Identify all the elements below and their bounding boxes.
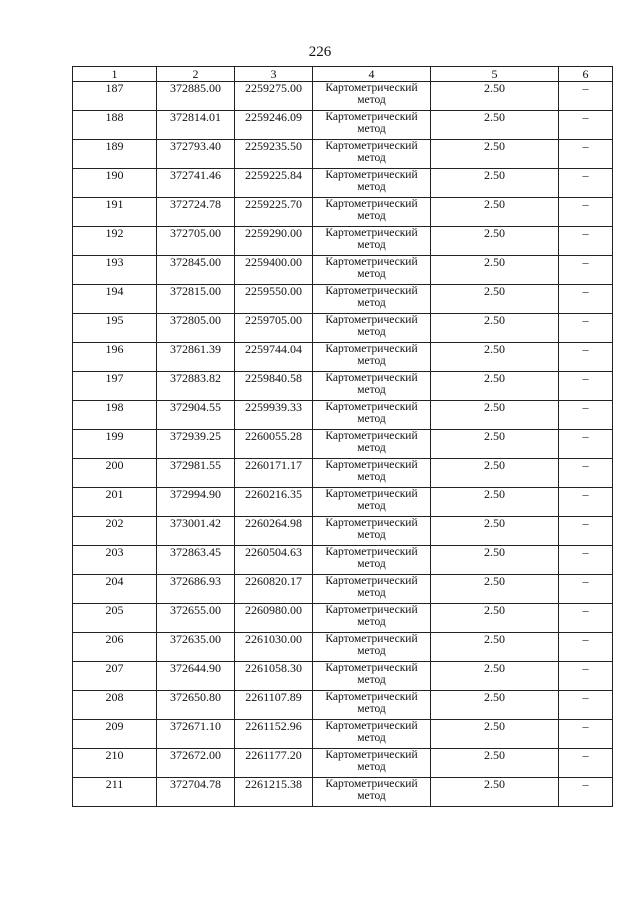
method-line-1: Картометрический: [325, 459, 418, 471]
note-dash: –: [559, 633, 613, 662]
point-number: 207: [73, 662, 157, 691]
x-coordinate: 372650.80: [157, 691, 235, 720]
method-cell: [313, 227, 431, 256]
note-dash: –: [559, 604, 613, 633]
method-line-1: Картометрический: [325, 604, 418, 616]
method-line-2: метод: [357, 210, 386, 222]
accuracy-value: 2.50: [431, 575, 559, 604]
y-coordinate: 2260055.28: [235, 430, 313, 459]
x-coordinate: 372635.00: [157, 633, 235, 662]
note-dash: –: [559, 372, 613, 401]
point-number: 195: [73, 314, 157, 343]
y-coordinate: 2259705.00: [235, 314, 313, 343]
x-coordinate: 372793.40: [157, 140, 235, 169]
method-line-1: Картометрический: [325, 546, 418, 558]
point-number: 203: [73, 546, 157, 575]
point-number: 191: [73, 198, 157, 227]
accuracy-value: 2.50: [431, 749, 559, 778]
method-line-2: метод: [357, 239, 386, 251]
y-coordinate: 2261058.30: [235, 662, 313, 691]
y-coordinate: 2260980.00: [235, 604, 313, 633]
table-row: [73, 111, 613, 140]
method-cell: [313, 778, 431, 807]
table-row: [73, 459, 613, 488]
method-line-1: Картометрический: [325, 778, 418, 790]
table-row: [73, 343, 613, 372]
method-line-2: метод: [357, 123, 386, 135]
method-cell: [313, 575, 431, 604]
note-dash: –: [559, 169, 613, 198]
accuracy-value: 2.50: [431, 459, 559, 488]
accuracy-value: 2.50: [431, 227, 559, 256]
method-cell: [313, 749, 431, 778]
note-dash: –: [559, 111, 613, 140]
table-row: [73, 285, 613, 314]
table-row: [73, 256, 613, 285]
method-line-1: Картометрический: [325, 401, 418, 413]
accuracy-value: 2.50: [431, 546, 559, 575]
x-coordinate: 372655.00: [157, 604, 235, 633]
point-number: 200: [73, 459, 157, 488]
method-cell: [313, 82, 431, 111]
note-dash: –: [559, 546, 613, 575]
y-coordinate: 2261215.38: [235, 778, 313, 807]
table-row: [73, 82, 613, 111]
x-coordinate: 372704.78: [157, 778, 235, 807]
method-cell: [313, 285, 431, 314]
method-cell: [313, 662, 431, 691]
table-row: [73, 575, 613, 604]
point-number: 187: [73, 82, 157, 111]
x-coordinate: 372885.00: [157, 82, 235, 111]
x-coordinate: 372686.93: [157, 575, 235, 604]
method-line-2: метод: [357, 616, 386, 628]
method-cell: [313, 198, 431, 227]
method-line-1: Картометрический: [325, 517, 418, 529]
table-row: [73, 778, 613, 807]
x-coordinate: 373001.42: [157, 517, 235, 546]
x-coordinate: 372705.00: [157, 227, 235, 256]
method-line-1: Картометрический: [325, 256, 418, 268]
method-line-1: Картометрический: [325, 314, 418, 326]
y-coordinate: 2259939.33: [235, 401, 313, 430]
table-row: [73, 169, 613, 198]
method-line-2: метод: [357, 268, 386, 280]
method-cell: [313, 140, 431, 169]
y-coordinate: 2261152.96: [235, 720, 313, 749]
method-line-1: Картометрический: [325, 343, 418, 355]
method-cell: [313, 430, 431, 459]
method-line-2: метод: [357, 732, 386, 744]
accuracy-value: 2.50: [431, 82, 559, 111]
table-row: [73, 749, 613, 778]
table-row: [73, 401, 613, 430]
table-row: [73, 314, 613, 343]
method-line-2: метод: [357, 326, 386, 338]
table-row: [73, 488, 613, 517]
point-number: 192: [73, 227, 157, 256]
accuracy-value: 2.50: [431, 633, 559, 662]
y-coordinate: 2259840.58: [235, 372, 313, 401]
y-coordinate: 2260171.17: [235, 459, 313, 488]
y-coordinate: 2259235.50: [235, 140, 313, 169]
y-coordinate: 2259225.70: [235, 198, 313, 227]
method-line-1: Картометрический: [325, 169, 418, 181]
method-line-1: Картометрический: [325, 430, 418, 442]
point-number: 202: [73, 517, 157, 546]
column-header: 5: [431, 67, 559, 82]
method-line-1: Картометрический: [325, 575, 418, 587]
accuracy-value: 2.50: [431, 372, 559, 401]
note-dash: –: [559, 343, 613, 372]
note-dash: –: [559, 778, 613, 807]
column-header: 2: [157, 67, 235, 82]
header-row: [73, 67, 613, 82]
note-dash: –: [559, 140, 613, 169]
accuracy-value: 2.50: [431, 169, 559, 198]
column-header: 3: [235, 67, 313, 82]
note-dash: –: [559, 82, 613, 111]
note-dash: –: [559, 691, 613, 720]
point-number: 196: [73, 343, 157, 372]
method-line-2: метод: [357, 181, 386, 193]
method-line-2: метод: [357, 384, 386, 396]
table-body: [73, 82, 613, 807]
note-dash: –: [559, 749, 613, 778]
method-cell: [313, 517, 431, 546]
method-cell: [313, 372, 431, 401]
x-coordinate: 372741.46: [157, 169, 235, 198]
method-line-2: метод: [357, 790, 386, 802]
method-line-1: Картометрический: [325, 691, 418, 703]
method-line-2: метод: [357, 94, 386, 106]
x-coordinate: 372672.00: [157, 749, 235, 778]
method-line-1: Картометрический: [325, 285, 418, 297]
method-cell: [313, 691, 431, 720]
x-coordinate: 372671.10: [157, 720, 235, 749]
method-line-2: метод: [357, 500, 386, 512]
method-cell: [313, 604, 431, 633]
page-number: 226: [308, 44, 332, 60]
point-number: 199: [73, 430, 157, 459]
accuracy-value: 2.50: [431, 111, 559, 140]
note-dash: –: [559, 285, 613, 314]
accuracy-value: 2.50: [431, 517, 559, 546]
note-dash: –: [559, 720, 613, 749]
table-row: [73, 691, 613, 720]
point-number: 208: [73, 691, 157, 720]
table-row: [73, 140, 613, 169]
y-coordinate: 2259550.00: [235, 285, 313, 314]
coordinates-table: [72, 66, 613, 807]
x-coordinate: 372724.78: [157, 198, 235, 227]
method-line-2: метод: [357, 761, 386, 773]
y-coordinate: 2260820.17: [235, 575, 313, 604]
method-line-2: метод: [357, 152, 386, 164]
column-header: 6: [559, 67, 613, 82]
note-dash: –: [559, 227, 613, 256]
method-line-1: Картометрический: [325, 488, 418, 500]
point-number: 211: [73, 778, 157, 807]
table-row: [73, 227, 613, 256]
accuracy-value: 2.50: [431, 285, 559, 314]
method-line-2: метод: [357, 587, 386, 599]
method-cell: [313, 633, 431, 662]
point-number: 189: [73, 140, 157, 169]
y-coordinate: 2259290.00: [235, 227, 313, 256]
x-coordinate: 372994.90: [157, 488, 235, 517]
point-number: 190: [73, 169, 157, 198]
method-line-1: Картометрический: [325, 82, 418, 94]
x-coordinate: 372815.00: [157, 285, 235, 314]
table-row: [73, 604, 613, 633]
method-cell: [313, 401, 431, 430]
x-coordinate: 372861.39: [157, 343, 235, 372]
method-line-2: метод: [357, 297, 386, 309]
y-coordinate: 2260504.63: [235, 546, 313, 575]
method-line-2: метод: [357, 645, 386, 657]
x-coordinate: 372863.45: [157, 546, 235, 575]
accuracy-value: 2.50: [431, 314, 559, 343]
y-coordinate: 2259400.00: [235, 256, 313, 285]
note-dash: –: [559, 198, 613, 227]
method-line-2: метод: [357, 355, 386, 367]
method-line-2: метод: [357, 413, 386, 425]
method-line-1: Картометрический: [325, 198, 418, 210]
method-line-2: метод: [357, 471, 386, 483]
x-coordinate: 372845.00: [157, 256, 235, 285]
note-dash: –: [559, 488, 613, 517]
method-cell: [313, 488, 431, 517]
point-number: 193: [73, 256, 157, 285]
method-line-2: метод: [357, 674, 386, 686]
table-row: [73, 546, 613, 575]
accuracy-value: 2.50: [431, 604, 559, 633]
method-cell: [313, 459, 431, 488]
y-coordinate: 2259225.84: [235, 169, 313, 198]
table-row: [73, 372, 613, 401]
column-header: 4: [313, 67, 431, 82]
point-number: 209: [73, 720, 157, 749]
note-dash: –: [559, 517, 613, 546]
table-row: [73, 633, 613, 662]
method-cell: [313, 111, 431, 140]
point-number: 205: [73, 604, 157, 633]
method-line-2: метод: [357, 703, 386, 715]
point-number: 204: [73, 575, 157, 604]
x-coordinate: 372805.00: [157, 314, 235, 343]
point-number: 206: [73, 633, 157, 662]
method-line-1: Картометрический: [325, 227, 418, 239]
x-coordinate: 372883.82: [157, 372, 235, 401]
accuracy-value: 2.50: [431, 198, 559, 227]
method-cell: [313, 314, 431, 343]
accuracy-value: 2.50: [431, 662, 559, 691]
note-dash: –: [559, 401, 613, 430]
y-coordinate: 2259246.09: [235, 111, 313, 140]
note-dash: –: [559, 575, 613, 604]
method-line-1: Картометрический: [325, 633, 418, 645]
x-coordinate: 372644.90: [157, 662, 235, 691]
y-coordinate: 2259744.04: [235, 343, 313, 372]
y-coordinate: 2259275.00: [235, 82, 313, 111]
table-row: [73, 430, 613, 459]
accuracy-value: 2.50: [431, 720, 559, 749]
method-cell: [313, 169, 431, 198]
accuracy-value: 2.50: [431, 256, 559, 285]
point-number: 194: [73, 285, 157, 314]
y-coordinate: 2261107.89: [235, 691, 313, 720]
accuracy-value: 2.50: [431, 140, 559, 169]
point-number: 188: [73, 111, 157, 140]
note-dash: –: [559, 256, 613, 285]
x-coordinate: 372981.55: [157, 459, 235, 488]
y-coordinate: 2260264.98: [235, 517, 313, 546]
table-row: [73, 662, 613, 691]
y-coordinate: 2261030.00: [235, 633, 313, 662]
table-row: [73, 198, 613, 227]
method-line-1: Картометрический: [325, 720, 418, 732]
accuracy-value: 2.50: [431, 430, 559, 459]
accuracy-value: 2.50: [431, 488, 559, 517]
method-cell: [313, 720, 431, 749]
point-number: 197: [73, 372, 157, 401]
method-line-1: Картометрический: [325, 662, 418, 674]
accuracy-value: 2.50: [431, 691, 559, 720]
accuracy-value: 2.50: [431, 778, 559, 807]
x-coordinate: 372904.55: [157, 401, 235, 430]
point-number: 201: [73, 488, 157, 517]
method-line-1: Картометрический: [325, 372, 418, 384]
method-cell: [313, 256, 431, 285]
method-cell: [313, 343, 431, 372]
accuracy-value: 2.50: [431, 343, 559, 372]
x-coordinate: 372814.01: [157, 111, 235, 140]
method-line-2: метод: [357, 442, 386, 454]
method-line-1: Картометрический: [325, 140, 418, 152]
note-dash: –: [559, 662, 613, 691]
point-number: 210: [73, 749, 157, 778]
x-coordinate: 372939.25: [157, 430, 235, 459]
note-dash: –: [559, 459, 613, 488]
method-line-1: Картометрический: [325, 111, 418, 123]
method-line-2: метод: [357, 558, 386, 570]
method-line-1: Картометрический: [325, 749, 418, 761]
note-dash: –: [559, 430, 613, 459]
note-dash: –: [559, 314, 613, 343]
method-line-2: метод: [357, 529, 386, 541]
y-coordinate: 2261177.20: [235, 749, 313, 778]
table-row: [73, 720, 613, 749]
table-row: [73, 517, 613, 546]
column-header: 1: [73, 67, 157, 82]
point-number: 198: [73, 401, 157, 430]
method-cell: [313, 546, 431, 575]
y-coordinate: 2260216.35: [235, 488, 313, 517]
accuracy-value: 2.50: [431, 401, 559, 430]
